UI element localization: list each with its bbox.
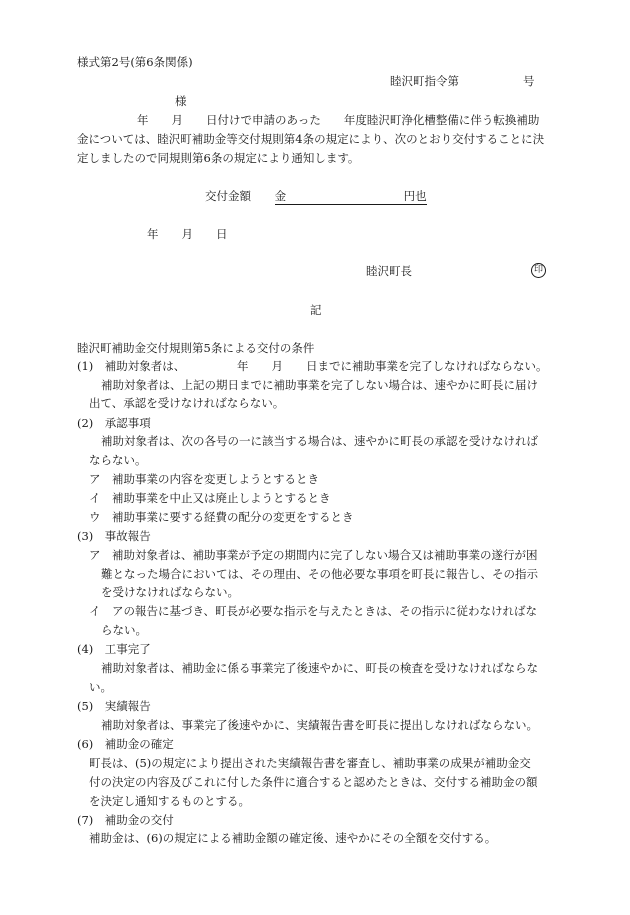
- item-3-a-line-2: 難となった場合においては、その理由、その他必要な事項を町長に報告し、その指示: [101, 567, 538, 581]
- body-line-3: 定しましたので同規則第6条の規定により通知します。: [77, 151, 360, 165]
- item-7-head: (7) 補助金の交付: [77, 813, 174, 827]
- item-7-line-a: 補助金は、(6)の規定による補助金額の確定後、速やかにその全額を交付する。: [89, 831, 497, 845]
- item-4-head: (4) 工事完了: [77, 642, 151, 656]
- item-1-head: (1) 補助対象者は、 年 月 日までに補助事業を完了しなければならない。: [77, 359, 548, 373]
- seal-mark: 印: [531, 263, 546, 278]
- item-3-b-line-1: イ アの報告に基づき、町長が必要な指示を与えたときは、その指示に従わなければな: [89, 604, 538, 618]
- addressee-suffix: 様: [175, 94, 187, 108]
- item-2-head: (2) 承認事項: [77, 416, 151, 430]
- directive-label: 睦沢町指令第: [390, 74, 459, 88]
- item-1-line-a: 補助対象者は、上記の期日までに補助事業を完了しない場合は、速やかに町長に届け: [101, 378, 538, 392]
- conditions-title: 睦沢町補助金交付規則第5条による交付の条件: [77, 341, 315, 355]
- grant-label: 交付金額: [205, 189, 251, 203]
- item-6-line-b: 付の決定の内容及びこれに付した条件に適合すると認めたときは、交付する補助金の額: [89, 775, 538, 789]
- item-6-line-c: を決定し通知するものとする。: [89, 794, 250, 808]
- issue-date: 年 月 日: [147, 227, 228, 241]
- item-2-line-a: 補助対象者は、次の各号の一に該当する場合は、速やかに町長の承認を受けなければ: [101, 434, 538, 448]
- item-2-sub-3: ウ 補助事業に要する経費の配分の変更をするとき: [89, 510, 354, 524]
- directive-suffix: 号: [523, 74, 535, 88]
- item-6-head: (6) 補助金の確定: [77, 737, 174, 751]
- item-1-line-b: 出て、承認を受けなければならない。: [89, 396, 285, 410]
- signatory-name: 睦沢町長: [366, 264, 412, 278]
- ki-heading: 記: [310, 303, 322, 317]
- item-2-sub-2: イ 補助事業を中止又は廃止しようとするとき: [89, 491, 331, 505]
- grant-amount: [205, 188, 427, 205]
- item-2-sub-1: ア 補助事業の内容を変更しようとするとき: [89, 472, 319, 486]
- item-6-line-a: 町長は、(5)の規定により提出された実績報告書を審査し、補助事業の成果が補助金交: [89, 756, 531, 770]
- item-3-b-line-2: らない。: [101, 623, 147, 637]
- item-3-head: (3) 事故報告: [77, 529, 151, 543]
- form-number: 様式第2号(第6条関係): [77, 55, 193, 69]
- grant-amount-blank: [275, 188, 427, 205]
- item-5-head: (5) 実績報告: [77, 699, 151, 713]
- item-3-a-line-1: ア 補助対象者は、補助事業が予定の期間内に完了しない場合又は補助事業の遂行が困: [89, 548, 538, 562]
- item-2-line-b: ならない。: [89, 453, 147, 467]
- body-line-2: 金については、睦沢町補助金等交付規則第4条の規定により、次のとおり交付することに決: [77, 132, 545, 146]
- item-4-line-b: い。: [89, 680, 112, 694]
- body-line-1: 年 月 日付けで申請のあった 年度睦沢町浄化槽整備に伴う転換補助: [137, 113, 540, 127]
- item-5-line-a: 補助対象者は、事業完了後速やかに、実績報告書を町長に提出しなければならない。: [101, 718, 538, 732]
- item-4-line-a: 補助対象者は、補助金に係る事業完了後速やかに、町長の検査を受けなければならな: [101, 661, 538, 675]
- grant-prefix: 金: [274, 189, 287, 203]
- grant-suffix: 円也: [403, 189, 427, 203]
- item-3-a-line-3: を受けなければならない。: [101, 585, 239, 599]
